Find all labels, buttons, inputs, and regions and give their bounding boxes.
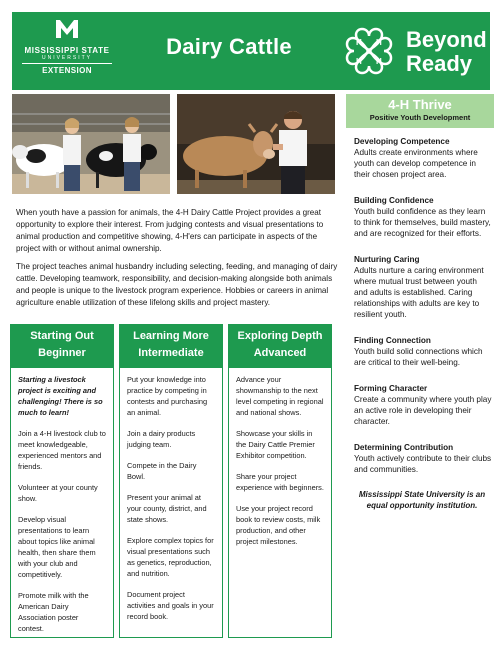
- column-heading: Exploring Depth: [237, 330, 323, 342]
- level-column-intermediate: [119, 324, 223, 638]
- thrive-item-heading: Forming Character: [354, 384, 428, 393]
- thrive-item-heading: Developing Competence: [354, 137, 450, 146]
- thrive-item: [354, 335, 492, 368]
- thrive-item: [354, 195, 492, 239]
- thrive-item-heading: Building Confidence: [354, 196, 434, 205]
- 4h-clover-icon: [344, 26, 394, 76]
- svg-text:H: H: [356, 57, 362, 66]
- msu-extension-logo: [18, 18, 116, 84]
- thrive-item-heading: Finding Connection: [354, 336, 431, 345]
- thrive-item-text: Adults create environments where youth can develop competence in their chosen project area.: [354, 148, 478, 179]
- list-item: Document project activities and goals in your record book.: [127, 590, 214, 621]
- thrive-item: [354, 136, 492, 180]
- list-item: Volunteer at your county show.: [18, 483, 98, 503]
- list-item: Share your project experience with beginners.: [236, 472, 324, 492]
- list-item: Develop visual presentations to learn about topics like animal health, then share them with your club and competitively.: [18, 515, 96, 579]
- page-title: Dairy Cattle: [166, 34, 292, 59]
- column-body: [228, 368, 332, 638]
- column-level: Advanced: [253, 347, 307, 359]
- thrive-sidebar: [346, 94, 494, 511]
- brand-line-2: Ready: [406, 51, 473, 76]
- beyond-ready-wordmark: [406, 28, 487, 76]
- svg-text:H: H: [376, 38, 382, 47]
- logo-divider: [22, 63, 112, 64]
- equal-opportunity-statement: Mississippi State University is an equal opportunity institution.: [358, 490, 486, 510]
- thrive-title: 4-H Thrive: [388, 97, 452, 112]
- thrive-item-text: Adults nurture a caring environment where mutual trust between youth and adults is established. Caring relationships with adults are key to resilient youth.: [354, 266, 484, 319]
- thrive-item-text: Youth build solid connections which are critical to their well-being.: [354, 347, 483, 367]
- column-heading: Learning More: [133, 330, 209, 342]
- list-item: Starting a livestock project is exciting and challenging! There is so much to learn!: [18, 375, 103, 417]
- intro-paragraph-2: The project teaches animal husbandry including selecting, feeding, and managing of dairy cattle. Developing teamwork, responsibility, and decision-making alongside both animals and people is unique to the livestock program experience. Hobbies or careers in animal agriculture enable utilization of these lifelong skills and project mastery.: [16, 262, 338, 307]
- list-item: Showcase your skills in the Dairy Cattle Premier Exhibitor competition.: [236, 429, 315, 460]
- thrive-subtitle: Positive Youth Development: [369, 113, 471, 122]
- column-header: [228, 324, 332, 368]
- org-name: MISSISSIPPI STATE: [24, 46, 110, 55]
- thrive-item: [354, 383, 492, 427]
- photo-boy-illustration: [177, 94, 335, 194]
- level-column-advanced: [228, 324, 332, 638]
- list-item: Join a 4-H livestock club to meet knowledgeable, experienced mentors and friends.: [18, 429, 106, 471]
- list-item: Promote milk with the American Dairy Association poster contest.: [18, 591, 89, 633]
- photo-girls-with-cows: [12, 94, 170, 194]
- list-item: Put your knowledge into practice by competing in contests and purchasing an animal.: [127, 375, 208, 417]
- column-heading: Starting Out: [30, 330, 94, 342]
- thrive-item: [354, 254, 492, 320]
- org-subname: UNIVERSITY: [41, 55, 92, 61]
- org-unit: EXTENSION: [42, 66, 92, 75]
- list-item: Explore complex topics for visual presentations such as genetics, reproduction, and nutrition.: [127, 536, 214, 578]
- column-header: [10, 324, 114, 368]
- intro-text: [16, 207, 338, 315]
- thrive-header: [346, 94, 494, 128]
- list-item: Advance your showmanship to the next level competing in regional and national shows.: [236, 375, 324, 417]
- thrive-item-text: Youth build confidence as they learn to think for themselves, build mastery, and are recognized for their efforts.: [354, 207, 491, 238]
- brand-line-1: Beyond: [406, 27, 487, 52]
- thrive-item: [354, 442, 492, 475]
- column-body: [119, 368, 223, 638]
- thrive-item-heading: Determining Contribution: [354, 443, 454, 452]
- level-column-beginner: [10, 324, 114, 638]
- thrive-item-heading: Nurturing Caring: [354, 255, 420, 264]
- list-item: Use your project record book to review costs, milk production, and other project milestones.: [236, 504, 321, 546]
- intro-paragraph-1: When youth have a passion for animals, the 4-H Dairy Cattle Project provides a great opportunity to explore their interest. From judging contests and visual presentations to animal production and competitive showing, 4-H'ers can participate in aspects of the project with or without animal ownership.: [16, 208, 324, 253]
- list-item: Compete in the Dairy Bowl.: [127, 461, 197, 481]
- column-level: Beginner: [38, 347, 86, 359]
- photo-boy-with-heifer: [177, 94, 335, 194]
- header-banner: [12, 12, 490, 90]
- column-header: [119, 324, 223, 368]
- column-body: [10, 368, 114, 638]
- msu-shield-icon: [54, 18, 80, 40]
- thrive-item-text: Create a community where youth play an active role in developing their character.: [354, 395, 492, 426]
- list-item: Present your animal at your county, district, and state shows.: [127, 493, 207, 524]
- svg-text:H: H: [376, 57, 382, 66]
- column-level: Intermediate: [138, 347, 204, 359]
- photo-girls-illustration: [12, 94, 170, 194]
- svg-text:H: H: [356, 38, 362, 47]
- list-item: Join a dairy products judging team.: [127, 429, 196, 449]
- thrive-item-text: Youth actively contribute to their clubs and communities.: [354, 454, 492, 474]
